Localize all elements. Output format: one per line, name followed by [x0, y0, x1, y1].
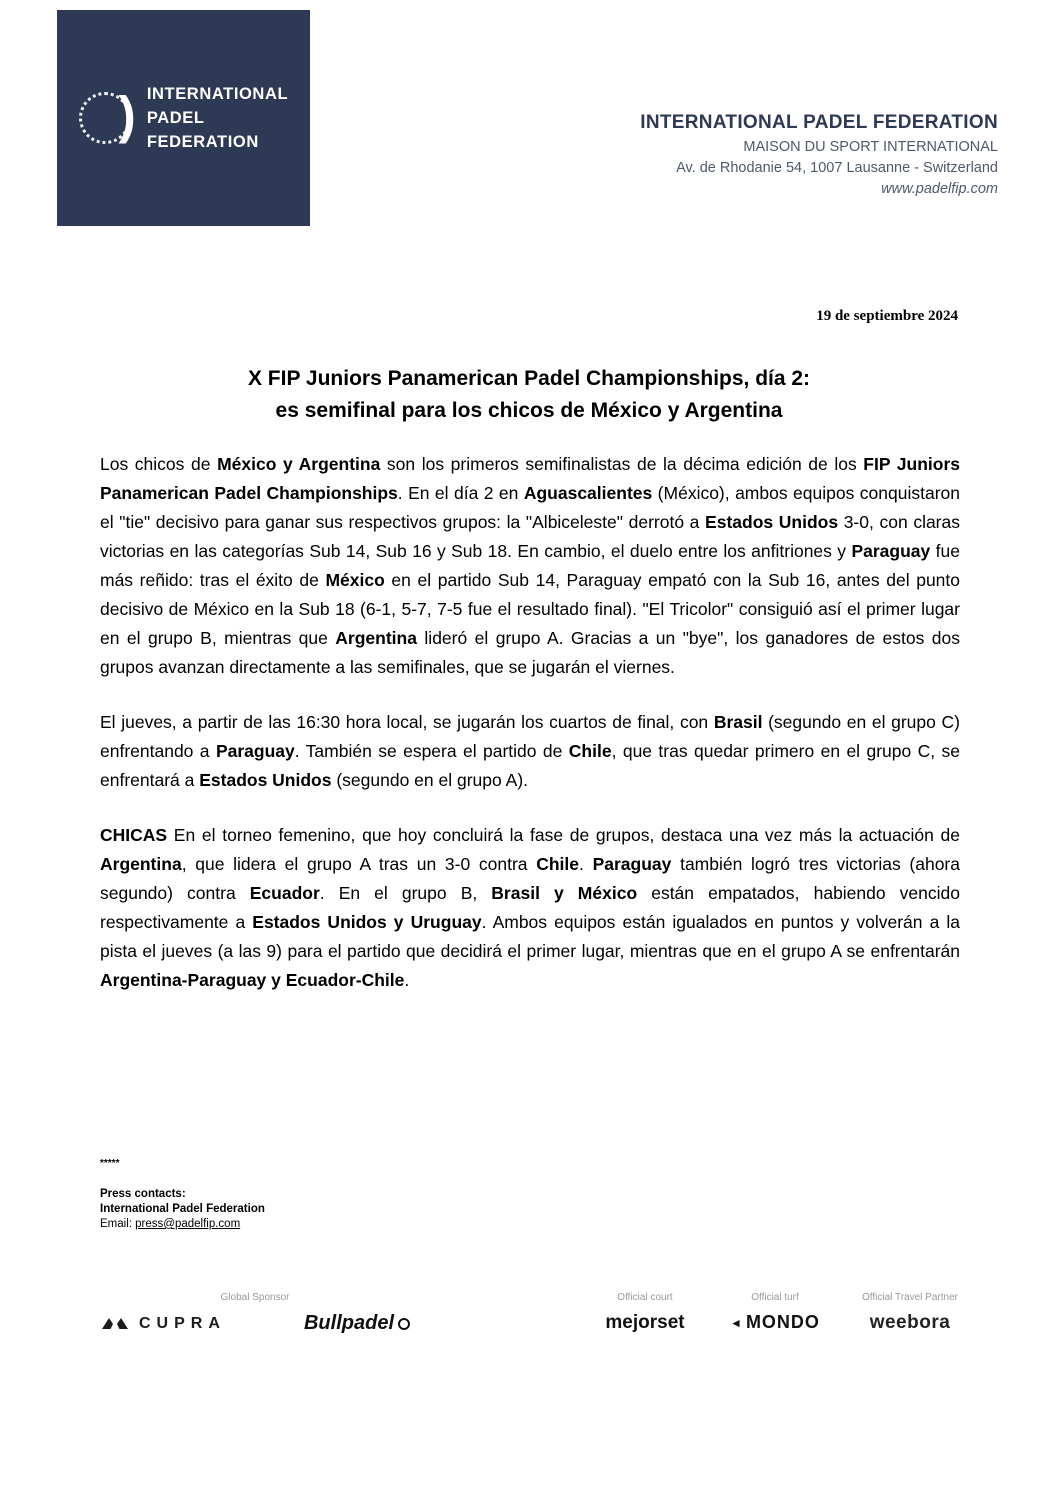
bullpadel-logo — [304, 1312, 410, 1335]
press-contacts-block — [100, 1156, 265, 1232]
logo-line-3: FEDERATION — [146, 133, 259, 151]
logo-line-2: PADEL — [146, 109, 205, 127]
bullpadel-ball-icon — [398, 1318, 410, 1330]
email-link[interactable]: press@padelfip.com — [135, 1218, 241, 1230]
press-contacts-heading: Press contacts: — [100, 1188, 186, 1200]
mejorset-logo — [585, 1312, 705, 1334]
cupra-wordmark: CUPRA — [139, 1314, 226, 1332]
mejorset-wordmark: mejorset — [605, 1312, 685, 1333]
fip-logo — [57, 10, 310, 226]
sponsor-group-travel — [845, 1292, 975, 1334]
website-text: www.padelfip.com — [881, 181, 998, 197]
org-name: INTERNATIONAL PADEL FEDERATION — [640, 112, 998, 133]
mondo-wordmark: MONDO — [745, 1312, 820, 1332]
logo-line-1: INTERNATIONAL — [146, 85, 289, 103]
page-title — [100, 363, 958, 427]
sponsor-label-global: Global Sponsor — [220, 1292, 290, 1303]
email-label: Email: — [100, 1218, 136, 1230]
title-line-1: X FIP Juniors Panamerican Padel Championships, día 2: — [247, 367, 811, 390]
document-date: 19 de septiembre 2024 — [816, 308, 958, 324]
cupra-logo — [100, 1315, 226, 1333]
cupra-emblem-icon — [100, 1316, 130, 1331]
paragraph-3: CHICAS En el torneo femenino, que hoy concluirá la fase de grupos, destaca una vez más la actuación de Argentina, que lidera el grupo A tras un 3-0 contra Chile. Paraguay también logró tres victorias (ahora segundo) contra Ecuador. En el grupo B, Brasil y México están empatados, habiendo vencido respectivamente a Estados Unidos y Uruguay. Ambos equipos están igualados en puntos y volverán a la pista el jueves (a las 9) para el partido que decidirá el primer lugar, mientras que en el grupo A se enfrentarán Argentina-Paraguay y Ecuador-Chile. — [100, 825, 960, 990]
sponsors-footer — [0, 1292, 1058, 1352]
sponsor-label-court: Official court — [617, 1292, 673, 1303]
fip-logo-icon — [79, 86, 136, 145]
sponsor-group-court — [585, 1292, 705, 1334]
sponsor-label-travel: Official Travel Partner — [862, 1292, 958, 1303]
letterhead — [640, 112, 998, 197]
sponsor-label-turf: Official turf — [751, 1292, 799, 1303]
mondo-arrow-icon: ◄ — [730, 1315, 743, 1330]
address-line-2: Av. de Rhodanie 54, 1007 Lausanne - Switzerland — [676, 160, 998, 176]
sponsor-group-turf — [715, 1292, 835, 1333]
fip-logo-text — [147, 82, 288, 154]
title-line-2: es semifinal para los chicos de México y Argentina — [275, 399, 783, 422]
sponsor-logos-global — [100, 1312, 410, 1335]
sponsor-group-global — [100, 1292, 410, 1335]
bullpadel-wordmark: Bullpadel — [303, 1312, 394, 1334]
press-contacts-org: International Padel Federation — [100, 1203, 265, 1215]
article-body — [100, 450, 960, 1021]
address-line-1: MAISON DU SPORT INTERNATIONAL — [743, 139, 998, 155]
mondo-logo — [715, 1312, 835, 1333]
paragraph-1: Los chicos de México y Argentina son los primeros semifinalistas de la décima edición de los FIP Juniors Panamerican Padel Championships. En el día 2 en Aguascalientes (México), ambos equipos conquistaron el "tie" decisivo para ganar sus respectivos grupos: la "Albiceleste" derrotó a Estados Unidos 3-0, con claras victorias en las categorías Sub 14, Sub 16 y Sub 18. En cambio, el duelo entre los anfitriones y Paraguay fue más reñido: tras el éxito de México en el partido Sub 14, Paraguay empató con la Sub 16, antes del punto decisivo de México en la Sub 18 (6-1, 5-7, 7-5 fue el resultado final). "El Tricolor" consiguió así el primer lugar en el grupo B, mientras que Argentina lideró el grupo A. Gracias a un "bye", los ganadores de estos dos grupos avanzan directamente a las semifinales, que se jugarán el viernes. — [100, 454, 961, 677]
paragraph-2: El jueves, a partir de las 16:30 hora local, se jugarán los cuartos de final, con Brasil (segundo en el grupo C) enfrentando a Paraguay. También se espera el partido de Chile, que tras quedar primero en el grupo C, se enfrentará a Estados Unidos (segundo en el grupo A). — [100, 712, 960, 790]
weebora-logo — [845, 1312, 975, 1334]
press-contacts-email-line — [100, 1217, 265, 1232]
divider-stars: ***** — [100, 1158, 120, 1169]
fip-paren-icon: ) — [118, 86, 136, 145]
weebora-wordmark: weebora — [869, 1312, 951, 1333]
